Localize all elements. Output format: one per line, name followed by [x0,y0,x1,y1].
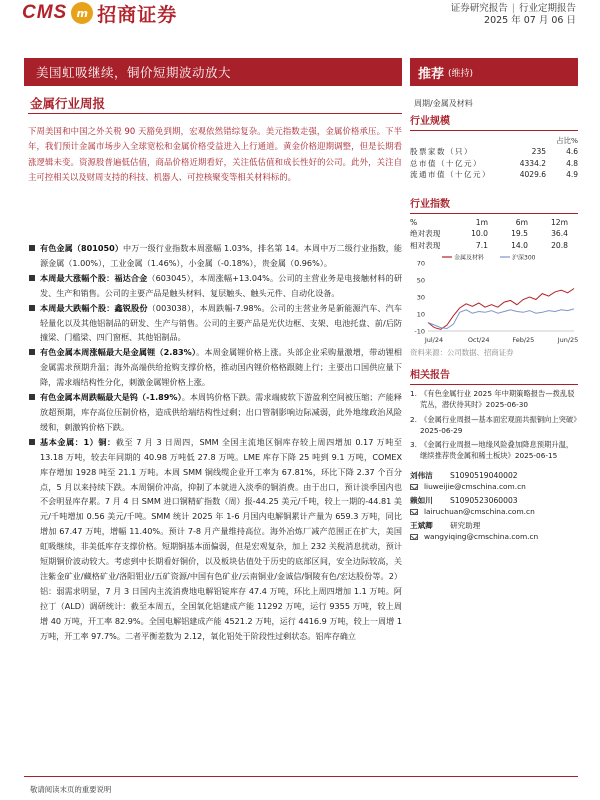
scale-row [410,146,578,158]
index-row-label: 绝对表现 [410,229,441,239]
analyst-email-text: wangyiqing@cmschina.com.cn [424,532,539,542]
scale-row [410,158,578,170]
x-tick-label: Oct/24 [467,336,490,345]
y-tick-label: 70 [416,259,425,268]
footer-note: 敬请阅读末页的重要说明 [30,785,112,794]
index-row-1m: 10.0 [471,229,488,239]
related-report-item[interactable] [410,389,578,411]
index-header-cell: % [410,217,418,227]
bullet-item [28,301,402,346]
summary-paragraph: 下周美国和中国之外关税 90 天豁免到期，宏观依然错综复杂。美元指数走强，金属价格承压。下半年，我们预计金属市场步入全球宽松和金属价格受益进入上行通道。黄金价格迎期调整，但是长期看涨逻辑未变。资源股普遍低估值，商品价格近期看好，关注低估值和成长性好的公司。此外，关注自主可控相关以及财周支持的科技、机器人、可控核聚变等相关材料标的。 [28,126,402,182]
index-header-cell: 6m [515,217,528,227]
analyst-entry [410,520,578,542]
y-tick-label: 30 [416,293,425,302]
related-report-num: 3. [410,440,417,450]
x-tick-label: Jul/24 [424,336,444,345]
related-report-num: 2. [410,414,417,424]
analyst-email[interactable] [410,481,578,492]
logo-mark-icon: m [71,2,93,24]
index-chart-svg [410,253,578,345]
analyst-email-text: lairuchuan@cmschina.com.cn [424,507,535,517]
analyst-email[interactable] [410,506,578,517]
index-row [410,228,578,240]
bullet-bold: 本周最大跌幅个股：鑫锐股份 [40,302,148,313]
analyst-name: 王斌卿 [410,521,433,531]
index-section-title: 行业指数 [410,195,578,214]
scale-row-label: 流通市值（十亿元） [410,170,491,180]
index-row-6m: 19.5 [511,229,528,239]
bullet-item [28,271,402,301]
footer-divider [24,776,578,777]
series-line-0 [428,289,574,330]
mail-icon [410,509,418,515]
company-logo [22,0,177,26]
bullet-bold: 有色金属本周涨幅最大是金属锂（2.83%） [40,347,197,358]
scale-section-title: 行业规模 [410,112,578,131]
scale-row-label: 股票家数（只） [410,147,473,156]
analyst-email-text: liuweijie@cmschina.com.cn [424,482,526,492]
index-header-cell: 12m [550,217,568,227]
mail-icon [410,534,418,540]
report-type: 行业定期报告 [518,3,576,14]
y-tick-label: 10 [416,310,425,319]
bullet-bold: 有色金属本周跌幅最大是钨（-1.89%） [40,392,182,403]
scale-unit: 占比% [556,136,578,145]
bullet-item [28,345,402,390]
analyst-email[interactable] [410,531,578,542]
analyst-entry [410,495,578,517]
index-row-12m: 20.8 [551,240,568,250]
bullet-item [28,390,402,435]
bullet-bold: 基本金属：1）铜： [40,436,116,447]
recommendation-value: (维持) [448,68,474,79]
sidebar [410,112,578,545]
report-date: 2025 年 07 月 06 日 [484,15,576,26]
bullet-list [28,241,402,643]
related-report-text: 《有色金属行业 2025 年中期策略报告—拨乱驳荒丛，潜伏待其时》2025-06-30 [420,389,575,410]
scale-row-value: 4334.2 [519,158,546,168]
series-line-1 [428,309,574,329]
logo-text-cn: 招商证券 [97,3,178,26]
analyst-entry [410,470,578,492]
analyst-id: S1090519040002 [450,471,518,481]
recommendation-label: 推荐 [418,66,445,82]
recommendation-bar [410,58,578,86]
scale-row-pct: 4.8 [566,158,578,168]
x-tick-label: Jun/25 [557,336,578,345]
report-category: 证券研究报告 [450,3,508,14]
chart-source: 资料来源：公司数据、招商证券 [410,348,514,358]
scale-row-label: 总市值（十亿元） [410,158,482,168]
analyst-name: 赖如川 [410,496,433,506]
index-row-12m: 36.4 [551,229,568,239]
y-tick-label: 50 [416,276,425,285]
x-tick-label: Feb/25 [512,336,535,345]
bullet-text: （003038），本周跌幅-7.98%。公司的主营业务是新能源汽车、汽车轻量化以及其他铝制品的研发、生产与销售。公司的主要产品是光伏边框、支架、电池托盘、前/后防撞梁、门槛梁、四门窗框、其他铝制品。 [40,302,402,343]
analyst-list [410,470,578,542]
scale-row-value: 235 [531,147,546,156]
industry-label: 周期/金属及材料 [414,99,473,108]
index-chart [410,253,578,345]
bullet-item [28,241,402,271]
index-header-row [410,217,578,229]
mail-icon [410,484,418,490]
index-row-1m: 7.1 [475,240,488,250]
related-report-item[interactable] [410,415,578,437]
analyst-id: S1090523060003 [450,496,518,506]
scale-row-pct: 4.6 [566,147,578,156]
bullet-bold: 本周最大涨幅个股：福达合金 [40,272,148,283]
related-report-list [410,389,578,462]
bullet-text: 。本周钨价格下跌。需求端疲软下游盈利空间被压缩；产能释放超预期，库存高位压制价格，造成供给端结构性过剩；出口管制影响边际减弱，此外地缘政治风险缓和，刺激钨价格下跌。 [40,392,402,432]
legend-label: 金属及材料 [454,254,485,262]
related-report-num: 1. [410,389,417,399]
subtitle-divider [28,113,402,114]
index-row-6m: 14.0 [511,240,528,250]
bullet-bold: 有色金属（801050） [40,243,124,253]
report-subtitle: 金属行业周报 [30,96,106,111]
y-tick-label: -10 [414,327,425,336]
analyst-id: 研究助理 [450,521,481,531]
bullet-item [28,435,402,644]
bullet-text: 截至 7 月 3 日周四，SMM 全国主流地区铜库存较上周四增加 0.17 万吨至 13.18 万吨，较去年同期的 40.98 万吨低 27.8 万吨。LME 库存下降 25 吨到 9.1 万吨，COMEX 库存增加 1928 吨至 21.1 万吨。本周 SMM 铜线缆企业开工率为 67.81%，环比下降 2.37 个百分点，5 月以来持续下跌。本周铜价冲高，抑制了本就进入淡季的铜消费。由于出口，预计淡季国内也不会明显库存累。7 月 4 日 SMM 进口铜精矿指数（周）报-44.25 美元/千吨，较上一期的-44.81 美元/千吨增加 0.56 美元/千吨。SMM 统计 2025 年 1-6 月国内电解铜累计产量为 659.3 万吨，同比增加 67.47 万吨，增幅 11.40%。预计 7-8 月产量维持高位。海外冶炼厂减产范围正在扩大，美国虹吸继续，非美低库存支撑价格。短期铜基本面偏弱，但是宏观复杂，加上 232 关税消息扰动，预计短期铜价波动较大。考虑到中长期看好铜价，以及板块估值处于历史的底部区间，安全边际较高，关注紫金矿业/藏格矿业/洛阳钼业/五矿资源/中国有色矿业/云南铜业/金诚信/铜陵有色/宏达股份等。2）铝：弱需求明显，7 月 3 日国内主流消费地电解铝锭库存 47.4 万吨，环比上周四增加 1.1 万吨。阿拉丁（ALD）调研统计：截至本周五，全国氧化铝建成产能 11292 万吨，运行 9355 万吨，较上周增 40 万吨，开工率 82.9%。全国电解铝建成产能 4521.2 万吨，运行 4416.9 万吨，较上一周增 1 万吨，开工率 97.7%。二者平衡差数为 2.12，氧化铝处于阶段性过剩状态。铝库存确立 [40,436,402,641]
logo-text-en: CMS [22,2,68,23]
related-report-item[interactable] [410,440,578,462]
related-report-text: 《金属行业周报—地缘风险叠加降息预期升温，继续推荐贵金属和稀土板块》2025-06-15 [420,440,574,461]
report-header [0,0,600,44]
report-title: 美国虹吸继续，铜价短期波动放大 [24,58,402,86]
report-type-line: 证券研究报告 | 行业定期报告 [450,3,576,14]
scale-row [410,169,578,181]
index-header-cell: 1m [475,217,488,227]
index-row [410,240,578,252]
legend-label: 沪深300 [512,254,536,262]
bullet-text: 。本周金属锂价格上涨。头部企业采购量激增，带动锂相金属需求预期升温；海外高端供给抢购支撑价格，推动国内锂价格格跟随上行；主要出口国供应量下降，需求端结构性分化，刺激金属锂价格上涨。 [40,347,403,388]
related-section-title: 相关报告 [410,366,578,385]
related-report-text: 《金属行业周报—基本面宏观面共振铜向上突破》2025-06-29 [420,414,577,435]
bullet-text: （603045），本周涨幅+13.04%。公司的主营业务是电接触材料的研发、生产和销售。公司的主要产品是触头材料、复层触头、触头元件、自动化设备。 [40,272,402,298]
scale-row-pct: 4.9 [566,170,578,180]
scale-row-value: 4029.6 [519,170,546,180]
analyst-name: 刘伟洁 [410,471,433,481]
bullet-text: 中万一级行业指数本周涨幅 1.03%，排名第 14。本周中万二级行业指数，能源金属（1.00%），工业金属（1.46%），小金属（-0.18%），贵金属（0.96%）。 [40,243,402,268]
index-row-label: 相对表现 [410,240,441,250]
